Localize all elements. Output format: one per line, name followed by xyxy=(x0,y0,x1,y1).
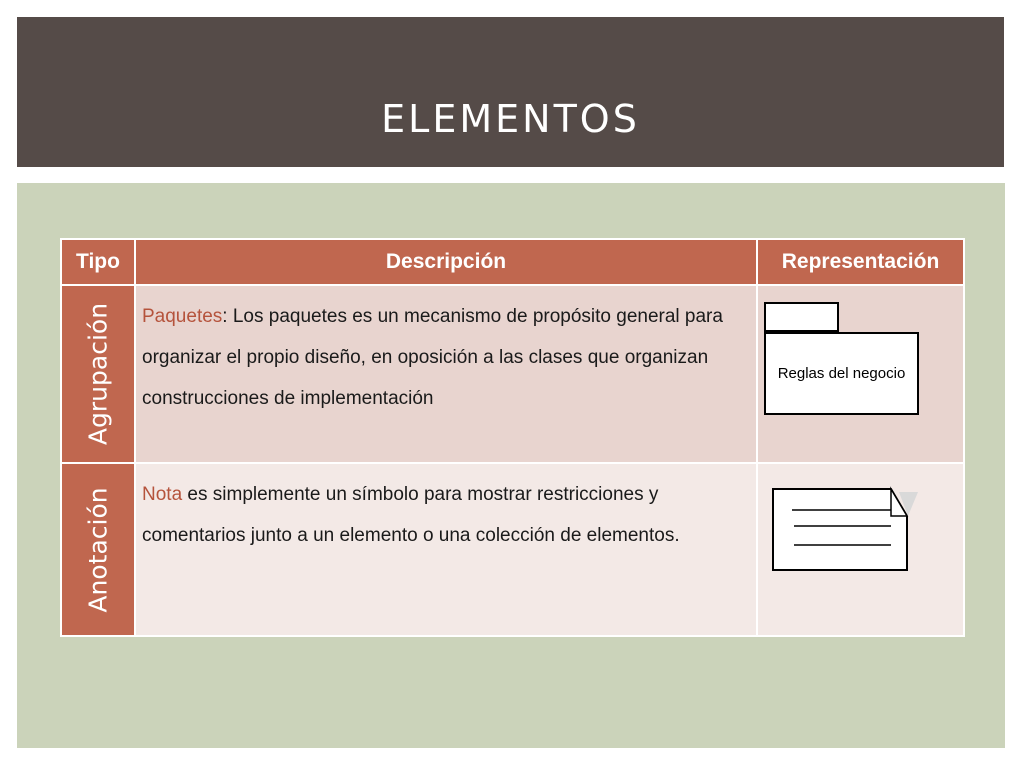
note-icon xyxy=(758,464,958,584)
type-cell xyxy=(61,463,135,636)
representation-cell xyxy=(757,285,964,463)
type-label: Anotación xyxy=(83,486,113,613)
description-cell xyxy=(135,285,757,463)
header-representacion: Representación xyxy=(757,239,964,285)
header-descripcion: Descripción xyxy=(135,239,757,285)
description-cell xyxy=(135,463,757,636)
representation-cell xyxy=(757,463,964,636)
description-text: Los paquetes es un mecanismo de propósito general para organizar el propio diseño, en oposición a las clases que organizan construcciones de implementación xyxy=(142,306,723,409)
keyword-text: Paquetes xyxy=(142,306,223,327)
elements-table xyxy=(60,238,965,637)
type-cell xyxy=(61,285,135,463)
package-body xyxy=(764,332,919,415)
slide-title: ELEMENTOS xyxy=(381,97,640,141)
header-tipo: Tipo xyxy=(61,239,135,285)
table-row xyxy=(61,463,964,636)
table-row xyxy=(61,285,964,463)
keyword-suffix: : xyxy=(222,306,228,327)
package-label: Reglas del negocio xyxy=(777,364,906,382)
package-tab xyxy=(764,302,839,332)
header-row xyxy=(61,239,964,285)
type-label: Agrupación xyxy=(83,302,113,446)
keyword-text: Nota xyxy=(142,484,183,505)
title-band xyxy=(17,17,1004,167)
description-text: es simplemente un símbolo para mostrar restricciones y comentarios junto a un elemento o una colección de elementos. xyxy=(142,484,680,546)
